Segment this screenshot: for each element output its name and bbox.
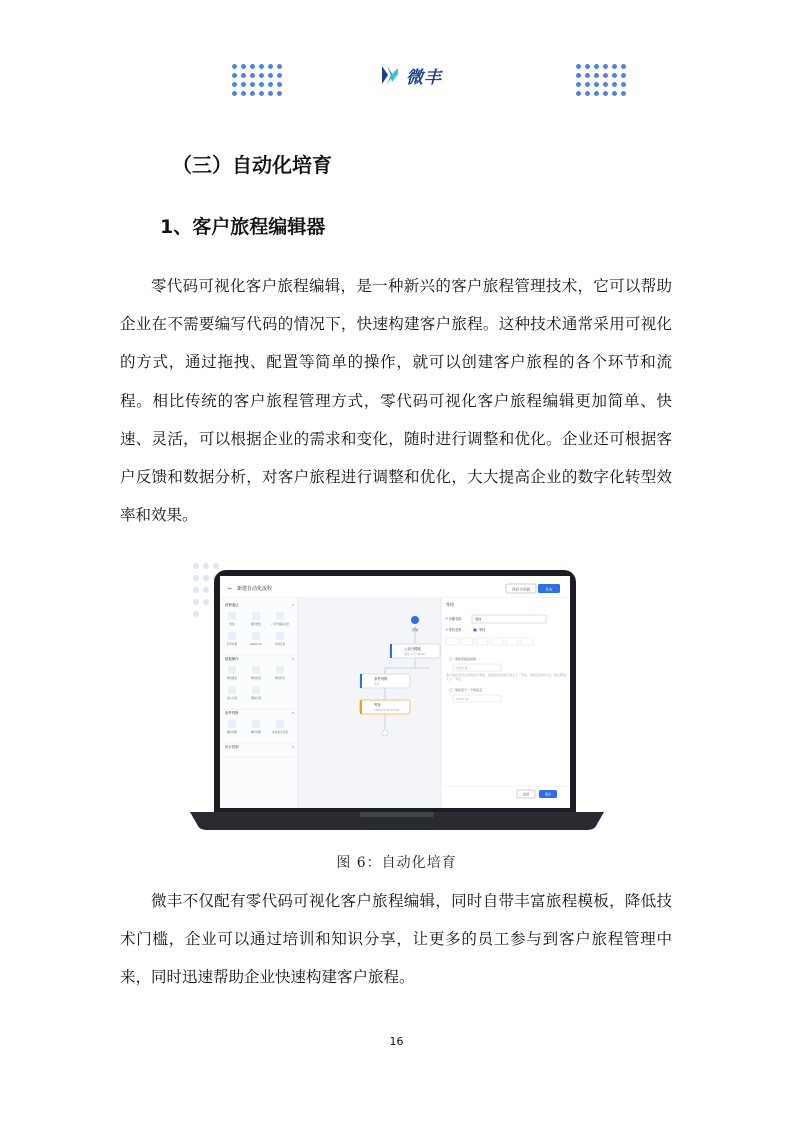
decorative-dots-right [576, 64, 626, 96]
header-dot [241, 64, 246, 69]
palette-item-label: 移除分组 [250, 697, 262, 700]
header-dot [603, 82, 608, 87]
palette-item-icon [276, 720, 284, 728]
node-condition-label: 条件判断 [374, 677, 388, 681]
decorative-dots-left [232, 64, 282, 96]
panel-field-type-value: 等待 [479, 628, 486, 633]
logo-text: 微丰 [406, 67, 442, 88]
header-dot [594, 73, 599, 78]
palette-item-label: 属性判断 [226, 731, 238, 734]
header-dot [232, 91, 237, 96]
header-dot [268, 91, 273, 96]
palette-section-title: 数据操作 [225, 657, 239, 661]
header-dot [621, 64, 626, 69]
panel-save-button: 保存 [544, 792, 552, 797]
chevron-down-icon: ▾ [292, 603, 294, 607]
header-dot [250, 82, 255, 87]
palette-item-label: 短信 [229, 623, 235, 626]
header-dot [585, 64, 590, 69]
header-dot [621, 73, 626, 78]
header-dot [277, 91, 282, 96]
header-dot [594, 82, 599, 87]
palette-item-icon [252, 720, 260, 728]
palette-item-label: 修改积分 [274, 677, 286, 680]
panel-hint: 客户到达该节点后将进入等待，直到指定时间后进入下一节点，如指定时间已过，则立即进入下一节点 [446, 673, 567, 681]
palette-item-label: 修改标签 [250, 677, 262, 680]
palette-item-icon [252, 666, 260, 674]
palette-item-icon [252, 632, 260, 640]
header-dot [612, 64, 617, 69]
palette-item-icon [228, 720, 236, 728]
palette-item-icon [228, 686, 236, 694]
header-dot [576, 82, 581, 87]
node-wait-sub: 2023-10-10 00:00 [374, 708, 400, 712]
brand-logo [380, 60, 442, 90]
header-dot [603, 91, 608, 96]
node-condition-sub: 条件 [374, 682, 380, 686]
panel-option2-input: 00:00:00 [456, 696, 469, 701]
section-title: （三）自动化培育 [172, 153, 332, 177]
header-dot [259, 64, 264, 69]
header-dot [241, 73, 246, 78]
header-dot [576, 73, 581, 78]
chevron-down-icon: ▾ [292, 657, 294, 661]
header-dot [259, 73, 264, 78]
header-dot [585, 91, 590, 96]
header-dot [268, 64, 273, 69]
chevron-down-icon: ▾ [292, 745, 294, 749]
header-dot [250, 91, 255, 96]
palette-item-label: 公众号模板消息 [270, 623, 290, 626]
header-dot [277, 64, 282, 69]
screen-publish-button: 发布 [545, 587, 553, 592]
node-start-label: 开始 [411, 628, 419, 632]
header-dot [594, 91, 599, 96]
header-dot [259, 82, 264, 87]
header-dot [268, 73, 273, 78]
weifeng-logo-icon [380, 64, 400, 86]
panel-field-name-value: 等待 [475, 617, 482, 622]
node-template-label: 公众号模板 [404, 647, 421, 651]
header-dot [232, 82, 237, 87]
header-dot [621, 91, 626, 96]
palette-item-icon [276, 666, 284, 674]
svg-text:←: ← [228, 586, 233, 592]
header-dot [259, 91, 264, 96]
palette-item-label: 标签是否有值 [272, 731, 288, 734]
figure-caption: 图 6：自动化培育 [336, 855, 457, 871]
header-dot [277, 73, 282, 78]
header-dot [277, 82, 282, 87]
figure-laptop-screenshot [190, 560, 604, 838]
palette-item-label: 邮件群发 [250, 623, 262, 626]
header-dot [603, 64, 608, 69]
panel-field-type-label: * 等待类型： [446, 628, 465, 632]
palette-item-label: 加入分组 [226, 697, 238, 700]
header-dot [585, 82, 590, 87]
palette-item-icon [228, 612, 236, 620]
palette-item-icon [228, 632, 236, 640]
palette-item-label: 修改属性 [226, 677, 238, 680]
header-dot [585, 73, 590, 78]
panel-cancel-button: 取消 [522, 792, 530, 797]
body-paragraph-2: 微丰不仅配有零代码可视化客户旅程编辑，同时自带丰富旅程模板，降低技术门槛，企业可以通过培训和知识分享，让更多的员工参与到客户旅程管理中来，同时迅速帮助企业快速构建客户旅程。 [120, 892, 672, 987]
palette-section-title: 执行控制 [225, 745, 239, 749]
palette-item-icon [228, 666, 236, 674]
panel-option1-input: 选择日期 [456, 665, 468, 670]
header-dot [612, 91, 617, 96]
header-dot [612, 82, 617, 87]
header-dot [594, 64, 599, 69]
header-dot [232, 73, 237, 78]
header-dot [250, 73, 255, 78]
palette-item-icon [252, 612, 260, 620]
palette-item-label: 打印机群 [226, 643, 238, 646]
body-paragraph-1: 零代码可视化客户旅程编辑，是一种新兴的客户旅程管理技术，它可以帮助企业在不需要编写代码的情况下，快速构建客户旅程。这种技术通常采用可视化的方式，通过拖拽、配置等简单的操作，就可以创建客户旅程的各个环节和流程。相比传统的客户旅程管理方式，零代码可视化客户旅程编辑更加简单、快速、灵活，可以根据企业的需求和变化，随时进行调整和优化。企业还可根据客户反馈和数据分析，对客户旅程进行调整和优化，大大提高企业的数字化转型效率和效果。 [120, 277, 672, 525]
palette-section-title: 营销通达 [225, 603, 239, 607]
header-dot [612, 73, 617, 78]
page-header [0, 56, 793, 100]
node-template-sub: 等待 1 天 00:00 [404, 652, 425, 656]
palette-item-label: 外呼任务 [274, 643, 286, 646]
node-wait-label: 等待 [374, 703, 381, 707]
header-dot [232, 64, 237, 69]
header-dot [603, 73, 608, 78]
palette-item-label: 事件判断 [250, 731, 262, 734]
palette-section-title: 条件判断 [225, 711, 239, 715]
header-dot [576, 64, 581, 69]
header-dot [241, 82, 246, 87]
header-dot [241, 91, 246, 96]
screen-title: 新建自动化流程 [237, 586, 273, 592]
palette-item-icon [276, 612, 284, 620]
subsection-title: 1、客户旅程编辑器 [160, 216, 326, 238]
panel-field-name-label: * 步骤名称： [446, 617, 465, 621]
header-dot [268, 82, 273, 87]
palette-item-icon [252, 686, 260, 694]
palette-item-label: Webhook [250, 643, 262, 646]
header-dot [250, 64, 255, 69]
screen-save-draft-button: 保存为草稿 [512, 587, 530, 592]
header-dot [621, 82, 626, 87]
header-dot [576, 91, 581, 96]
panel-title: 等待 [446, 602, 454, 607]
page-number: 16 [389, 1035, 404, 1048]
palette-item-icon [276, 632, 284, 640]
chevron-down-icon: ▾ [292, 711, 294, 715]
panel-option1: 等待至指定时间 [455, 657, 477, 662]
panel-option2: 等待至下一个特定点 [455, 688, 483, 693]
